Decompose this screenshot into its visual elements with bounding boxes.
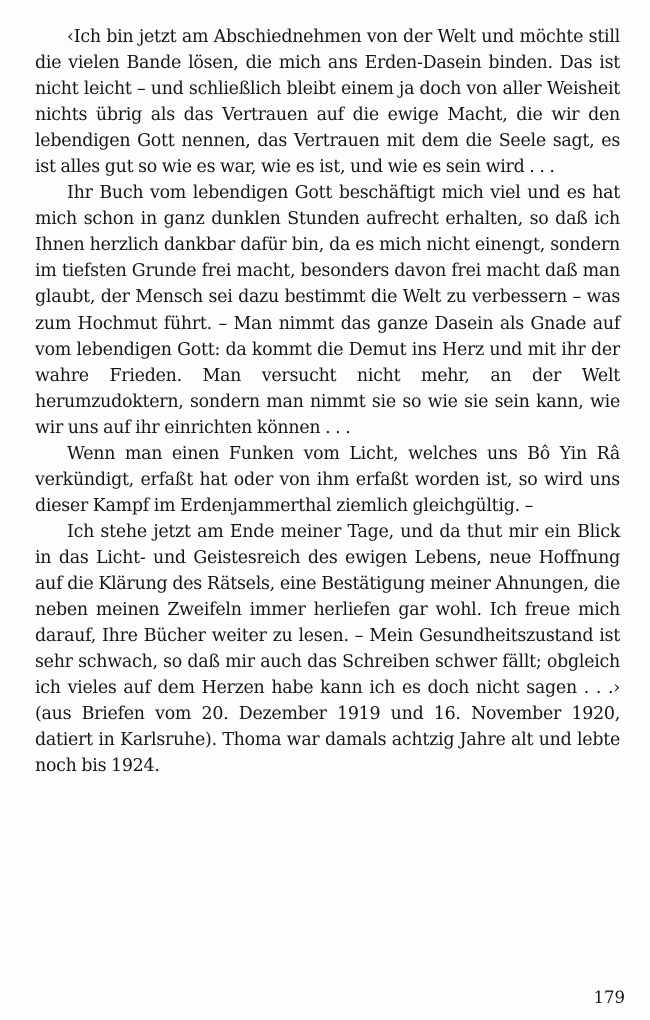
body-text xyxy=(35,24,620,779)
page-number: 179 xyxy=(593,988,625,1007)
paragraph-2: Ihr Buch vom lebendigen Gott beschäftigt mich viel und es hat mich schon in ganz dunklen Stunden aufrecht erhalten, so daß ich Ihnen herzlich dankbar dafür bin, da es mich nicht einengt, sondern im tiefsten Grunde frei macht, besonders davon frei macht daß man glaubt, der Mensch sei dazu bestimmt die Welt zu verbessern – was zum Hochmut führt. – Man nimmt das ganze Dasein als Gnade auf vom lebendigen Gott: da kommt die Demut ins Herz und mit ihr der wahre Frieden. Man versucht nicht mehr, an der Welt herumzudoktern, sondern man nimmt sie so wie sie sein kann, wie wir uns auf ihr einrichten können . . . xyxy=(35,183,620,438)
paragraph-3: Wenn man einen Funken vom Licht, welches uns Bô Yin Râ verkündigt, erfaßt hat oder von ihm erfaßt worden ist, so wird uns dieser Kampf im Erdenjammerthal ziemlich gleichgültig. – xyxy=(35,443,620,516)
paragraph-4: Ich stehe jetzt am Ende meiner Tage, und da thut mir ein Blick in das Licht- und Geistesreich des ewigen Lebens, neue Hoffnung auf die Klärung des Rätsels, eine Bestätigung meiner Ahnungen, die neben meinen Zweifeln immer herliefen gar wohl. Ich freue mich darauf, Ihre Bücher weiter zu lesen. – Mein Gesundheitszustand ist sehr schwach, so daß mir auch das Schreiben schwer fällt; obgleich ich vieles auf dem Herzen habe kann ich es doch nicht sagen . . .› (aus Briefen vom 20. Dezember 1919 und 16. November 1920, datiert in Karlsruhe). Thoma war damals achtzig Jahre alt und lebte noch bis 1924. xyxy=(35,521,620,777)
paragraph-1: ‹Ich bin jetzt am Abschiednehmen von der Welt und möchte still die vielen Bande lösen, die mich ans Erden-Dasein binden. Das ist nicht leicht – und schließlich bleibt einem ja doch von aller Weisheit nichts übrig als das Vertrauen auf die ewige Macht, die wir den lebendigen Gott nennen, das Vertrauen mit dem die Seele sagt, es ist alles gut so wie es war, wie es ist, und wie es sein wird . . . xyxy=(35,27,620,178)
